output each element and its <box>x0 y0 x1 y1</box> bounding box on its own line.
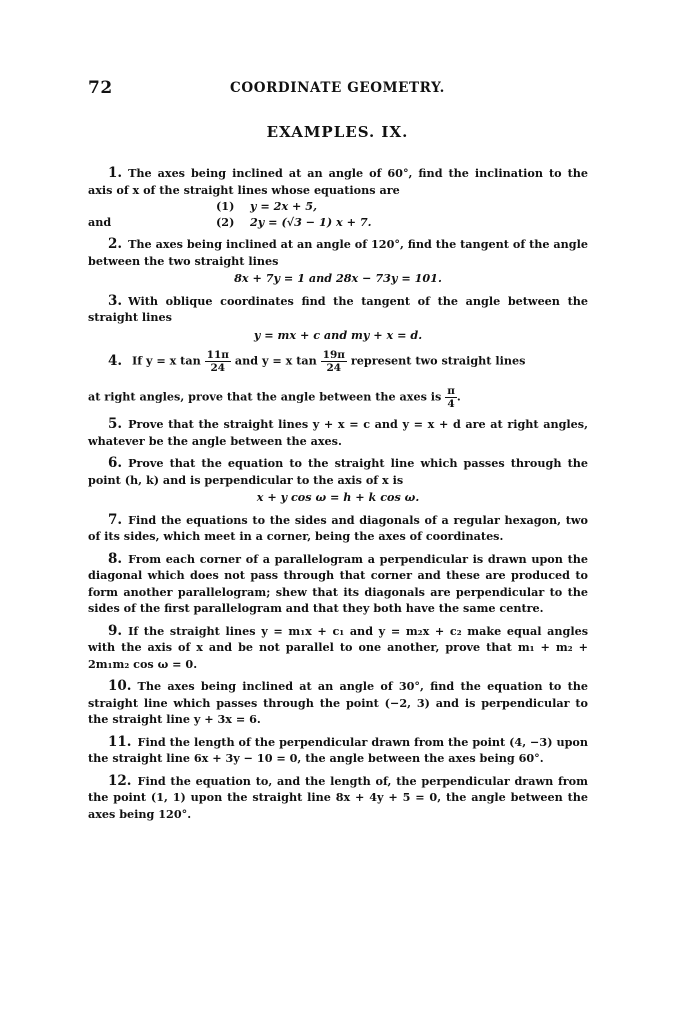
fraction-denominator: 4 <box>447 398 455 410</box>
problem-number: 3. <box>108 292 123 309</box>
problem-text: The axes being inclined at an angle of 120°, find the tangent of the angle between the two straight lines <box>88 237 588 268</box>
fraction-line <box>88 349 588 383</box>
equation: x + y cos ω = h + k cos ω. <box>256 490 420 504</box>
section-heading: EXAMPLES. IX. <box>266 123 409 141</box>
problem-12 <box>88 773 588 823</box>
fraction-numerator: π <box>447 385 455 397</box>
problem-7 <box>88 512 588 545</box>
fraction <box>321 349 347 374</box>
examples-list <box>88 165 588 828</box>
equation-line <box>88 198 588 214</box>
problem-number: 6. <box>108 455 123 471</box>
problem-number: 12. <box>108 772 132 789</box>
fraction-denominator: 24 <box>326 362 342 374</box>
fraction-numerator: 19π <box>322 349 345 361</box>
problem-text: . <box>456 389 461 404</box>
problem-1 <box>88 165 588 230</box>
problem-number: 7. <box>108 511 123 528</box>
equation-label: (2) <box>216 215 235 229</box>
problem-text: Prove that the equation to the straight line which passes through the point (h, k) and is perpendicular to the axis of x is <box>88 456 588 487</box>
equation: y = 2x + 5, <box>250 199 317 213</box>
connective-text: and <box>88 215 112 229</box>
fraction-line <box>88 385 588 410</box>
problem-10 <box>88 678 588 728</box>
equation: 8x + 7y = 1 and 28x − 73y = 101. <box>234 271 442 285</box>
problem-number: 8. <box>108 550 123 567</box>
problem-6 <box>88 455 588 506</box>
problem-2 <box>88 236 588 287</box>
problem-text: If y = x tan <box>132 353 201 368</box>
page-number: 72 <box>88 78 113 98</box>
problem-5 <box>88 416 588 449</box>
problem-number: 11. <box>108 733 132 750</box>
problem-text: The axes being inclined at an angle of 60°, find the inclination to the axis of x of the straight lines whose equations are <box>88 166 588 197</box>
problem-text: Prove that the straight lines y + x = c and y = x + d are at right angles, whatever be the angle between the axes. <box>88 417 588 448</box>
problem-number: 10. <box>108 678 132 694</box>
problem-8 <box>88 551 588 617</box>
fraction-numerator: 11π <box>206 349 229 361</box>
problem-number: 4. <box>108 352 123 369</box>
fraction-denominator: 24 <box>210 362 226 374</box>
problem-9 <box>88 623 588 673</box>
problem-3 <box>88 293 588 344</box>
fraction <box>205 349 231 374</box>
problem-text: at right angles, prove that the angle between the axes is <box>88 389 442 404</box>
problem-text: represent two straight lines <box>350 353 526 368</box>
problem-text: The axes being inclined at an angle of 30°, find the equation to the straight line which passes through the point (−2, 3) and is perpendicular to the straight line y + 3x = 6. <box>88 679 588 726</box>
equation-line <box>88 214 588 230</box>
problem-text: With oblique coordinates find the tangent of the angle between the straight lines <box>88 293 588 324</box>
problem-number: 9. <box>108 622 123 639</box>
problem-11 <box>88 734 588 767</box>
problem-text: Find the length of the perpendicular drawn from the point (4, −3) upon the straight line 6x + 3y − 10 = 0, the angle between the axes being 60°. <box>88 734 588 765</box>
equation: 2y = (√3 − 1) x + 7. <box>250 215 372 229</box>
problem-text: If the straight lines y = m₁x + c₁ and y = m₂x + c₂ make equal angles with the axis of x and be not parallel to one another, prove that m₁ + m₂ + 2m₁m₂ cos ω = 0. <box>88 623 588 671</box>
equation: y = mx + c and my + x = d. <box>253 327 423 342</box>
problem-text: From each corner of a parallelogram a perpendicular is drawn upon the diagonal which does not pass through that corner and these are produced to form another parallelogram; shew that its diagonals are perpendicular to the sides of the first parallelogram and that they both have the same centre. <box>88 551 588 615</box>
problem-number: 2. <box>108 236 123 252</box>
problem-number: 1. <box>108 165 123 181</box>
problem-text: Find the equation to, and the length of, the perpendicular drawn from the point (1, 1) upon the straight line 8x + 4y + 5 = 0, the angle between the axes being 120°. <box>88 773 588 821</box>
problem-number: 5. <box>108 416 123 432</box>
problem-text: and y = x tan <box>234 353 317 368</box>
equation-label: (1) <box>216 199 235 213</box>
problem-4 <box>88 349 588 410</box>
running-title: COORDINATE GEOMETRY. <box>230 80 445 96</box>
fraction <box>445 385 457 410</box>
problem-text: Find the equations to the sides and diagonals of a regular hexagon, two of its sides, which meet in a corner, being the axes of coordinates. <box>88 512 588 543</box>
